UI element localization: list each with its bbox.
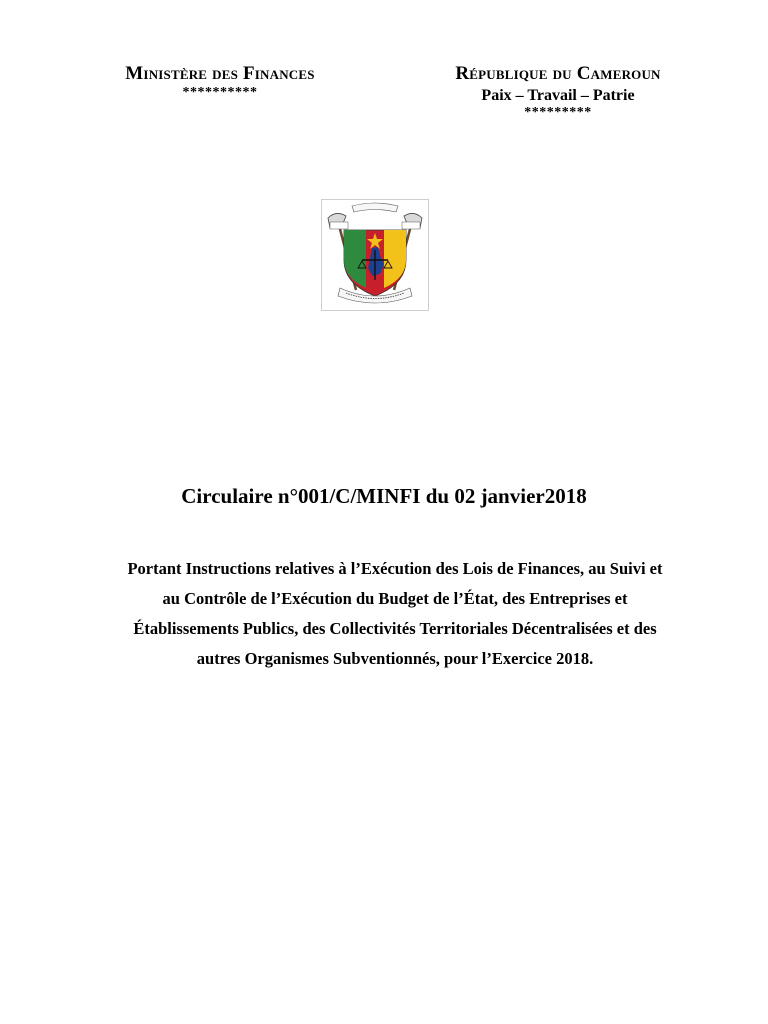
ministry-stars: ********** (182, 85, 258, 100)
national-motto: Paix – Travail – Patrie (481, 87, 635, 104)
subject-line: Portant Instructions relatives à l’Exécution des Lois de Finances, au Suivi et (127, 559, 663, 578)
republic-header (420, 62, 696, 120)
republic-name: République du Cameroun (455, 63, 661, 84)
circular-subject (90, 554, 700, 674)
coat-of-arms-emblem (321, 199, 429, 311)
ministry-name: Ministère des Finances (125, 63, 315, 84)
subject-line: autres Organismes Subventionnés, pour l’Exercice 2018. (196, 649, 594, 668)
subject-line: au Contrôle de l’Exécution du Budget de l’État, des Entreprises et (162, 589, 628, 608)
ministry-header (94, 62, 346, 100)
republic-stars: ********* (524, 105, 592, 120)
circular-title: Circulaire n°001/C/MINFI du 02 janvier2018 (181, 484, 587, 508)
coat-of-arms-icon (322, 200, 428, 310)
subject-line: Établissements Publics, des Collectivités Territoriales Décentralisées et des (133, 619, 657, 638)
